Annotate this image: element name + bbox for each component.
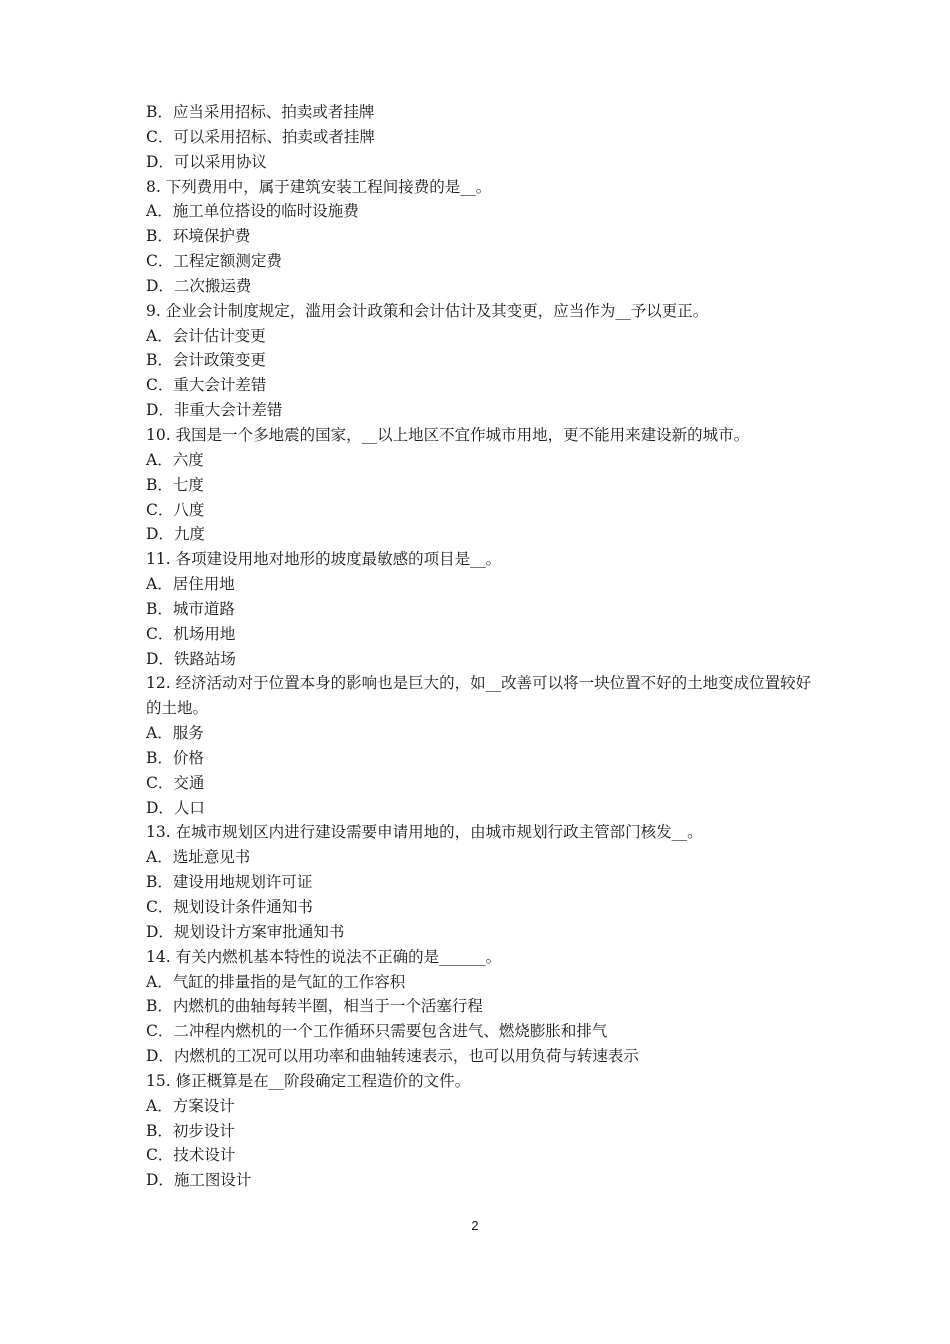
option-line: B．环境保护费 xyxy=(146,227,251,246)
option-line: D．二次搬运费 xyxy=(146,276,252,295)
option-line: A．居住用地 xyxy=(146,575,235,594)
question-line: 15. 修正概算是在__阶段确定工程造价的文件。 xyxy=(146,1071,471,1090)
option-line: B．建设用地规划许可证 xyxy=(146,873,313,892)
option-line: A．选址意见书 xyxy=(146,848,251,867)
question-line: 13. 在城市规划区内进行建设需要申请用地的，由城市规划行政主管部门核发__。 xyxy=(146,823,703,842)
option-line: D．九度 xyxy=(146,525,205,544)
option-line: A．方案设计 xyxy=(146,1096,235,1115)
option-line: B．初步设计 xyxy=(146,1121,235,1140)
option-line: C．规划设计条件通知书 xyxy=(146,898,313,916)
option-line: D．施工图设计 xyxy=(146,1171,252,1190)
option-line: A．气缸的排量指的是气缸的工作容积 xyxy=(146,972,406,991)
option-line: B．内燃机的曲轴每转半圈，相当于一个活塞行程 xyxy=(146,997,483,1016)
option-line: D．非重大会计差错 xyxy=(146,401,283,420)
option-line: A．六度 xyxy=(146,450,204,469)
question-line: 12. 经济活动对于位置本身的影响也是巨大的，如__改善可以将一块位置不好的土地变成位置较好的土地。 xyxy=(146,674,812,718)
option-line: C．可以采用招标、拍卖或者挂牌 xyxy=(146,127,375,146)
option-line: D．铁路站场 xyxy=(146,649,236,668)
option-line: C．工程定额测定费 xyxy=(146,252,282,271)
option-line: C．重大会计差错 xyxy=(146,376,267,395)
option-line: B．价格 xyxy=(146,748,204,767)
question-line: 9. 企业会计制度规定，滥用会计政策和会计估计及其变更，应当作为__予以更正。 xyxy=(146,301,709,320)
option-line: B．城市道路 xyxy=(146,599,235,618)
option-line: C．二冲程内燃机的一个工作循环只需要包含进气、燃烧膨胀和排气 xyxy=(146,1022,608,1041)
option-line: A．施工单位搭设的临时设施费 xyxy=(146,202,359,221)
option-line: B．应当采用招标、拍卖或者挂牌 xyxy=(146,103,375,121)
question-line: 14. 有关内燃机基本特性的说法不正确的是______。 xyxy=(146,947,502,966)
question-line: 11. 各项建设用地对地形的坡度最敏感的项目是__。 xyxy=(146,550,502,569)
option-line: D．人口 xyxy=(146,798,205,817)
option-line: A．会计估计变更 xyxy=(146,326,266,345)
page-number: 2 xyxy=(471,1218,479,1233)
option-line: C．交通 xyxy=(146,773,205,792)
question-line: 8. 下列费用中，属于建筑安装工程间接费的是__。 xyxy=(146,177,492,196)
question-line: 10. 我国是一个多地震的国家，__以上地区不宜作城市用地，更不能用来建设新的城市。 xyxy=(146,425,750,444)
option-line: C．八度 xyxy=(146,500,205,519)
option-line: B．会计政策变更 xyxy=(146,351,266,370)
option-line: D．规划设计方案审批通知书 xyxy=(146,922,345,941)
option-line: B．七度 xyxy=(146,475,204,494)
option-line: C．技术设计 xyxy=(146,1146,236,1165)
option-line: D．内燃机的工况可以用功率和曲轴转速表示，也可以用负荷与转速表示 xyxy=(146,1047,639,1066)
option-line: A．服务 xyxy=(146,724,204,743)
option-line: C．机场用地 xyxy=(146,624,236,643)
document-body xyxy=(146,100,816,1193)
option-line: D．可以采用协议 xyxy=(146,152,267,171)
